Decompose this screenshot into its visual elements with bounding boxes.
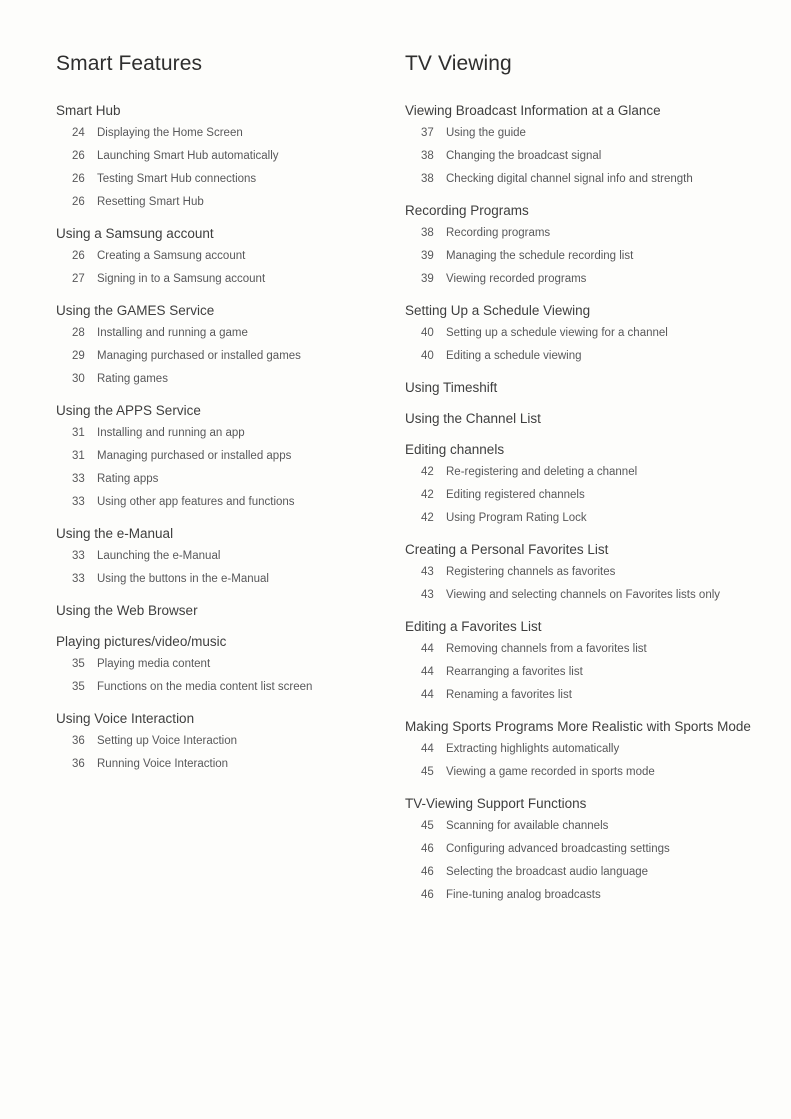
toc-item[interactable] (56, 268, 405, 291)
toc-item-label: Using Program Rating Lock (446, 512, 587, 524)
toc-item-page-number: 30 (72, 373, 85, 385)
toc-item-label: Using the buttons in the e-Manual (97, 573, 269, 585)
toc-section-heading[interactable]: Playing pictures/video/music (56, 634, 227, 649)
toc-section-heading[interactable]: Using the APPS Service (56, 403, 201, 418)
toc-item-page-number: 35 (72, 681, 85, 693)
toc-item-label: Rating apps (97, 473, 159, 485)
toc-item[interactable] (56, 345, 405, 368)
toc-section-heading[interactable]: Using the e-Manual (56, 526, 174, 541)
toc-section-heading[interactable]: Using the GAMES Service (56, 303, 215, 318)
chapter-title-tv-viewing: TV Viewing (405, 52, 512, 75)
toc-item-label: Launching the e-Manual (97, 550, 221, 562)
toc-section-heading[interactable]: Using the Web Browser (56, 603, 198, 618)
toc-item-page-number: 26 (72, 150, 85, 162)
toc-item-label: Viewing recorded programs (446, 273, 587, 285)
toc-section-heading[interactable]: Using the Channel List (405, 411, 541, 426)
toc-item-label: Fine-tuning analog broadcasts (446, 889, 601, 901)
toc-item-page-number: 44 (421, 666, 434, 678)
toc-item-page-number: 28 (72, 327, 85, 339)
toc-item[interactable] (56, 322, 405, 345)
toc-item-page-number: 45 (421, 766, 434, 778)
toc-item-label: Registering channels as favorites (446, 566, 616, 578)
toc-item-label: Changing the broadcast signal (446, 150, 602, 162)
toc-item[interactable] (405, 507, 785, 530)
toc-item-label: Extracting highlights automatically (446, 743, 620, 755)
toc-item-page-number: 42 (421, 466, 434, 478)
toc-item-label: Installing and running an app (97, 427, 245, 439)
toc-item[interactable] (405, 168, 785, 191)
toc-item[interactable] (56, 545, 405, 568)
toc-item-page-number: 33 (72, 496, 85, 508)
toc-section-using-the-games-service (56, 299, 405, 391)
toc-item-label: Using other app features and functions (97, 496, 295, 508)
toc-item-label: Setting up a schedule viewing for a channel (446, 327, 668, 339)
toc-section-using-the-web-browser (56, 599, 405, 622)
toc-item-page-number: 27 (72, 273, 85, 285)
toc-item-page-number: 36 (72, 735, 85, 747)
toc-item-page-number: 38 (421, 227, 434, 239)
toc-item[interactable] (405, 884, 785, 907)
toc-item-label: Rearranging a favorites list (446, 666, 583, 678)
toc-item-page-number: 26 (72, 196, 85, 208)
toc-item-page-number: 24 (72, 127, 85, 139)
toc-item-page-number: 42 (421, 489, 434, 501)
toc-item-label: Displaying the Home Screen (97, 127, 243, 139)
toc-item[interactable] (56, 168, 405, 191)
toc-item-page-number: 36 (72, 758, 85, 770)
toc-item-page-number: 38 (421, 150, 434, 162)
toc-section-heading[interactable]: Viewing Broadcast Information at a Glance (405, 103, 661, 118)
toc-item-label: Managing purchased or installed games (97, 350, 301, 362)
toc-item[interactable] (405, 322, 785, 345)
toc-item-page-number: 40 (421, 327, 434, 339)
toc-section-heading[interactable]: Smart Hub (56, 103, 121, 118)
toc-item-page-number: 39 (421, 273, 434, 285)
toc-item-label: Renaming a favorites list (446, 689, 572, 701)
toc-item-label: Signing in to a Samsung account (97, 273, 266, 285)
toc-column-smart-features (56, 50, 405, 1119)
toc-section-heading[interactable]: Using Timeshift (405, 380, 498, 395)
toc-item-page-number: 39 (421, 250, 434, 262)
toc-section-setting-up-a-schedule-viewing (405, 299, 785, 368)
toc-item[interactable] (56, 491, 405, 514)
toc-item-page-number: 46 (421, 866, 434, 878)
toc-item-page-number: 42 (421, 512, 434, 524)
toc-section-using-voice-interaction (56, 707, 405, 776)
toc-item-page-number: 33 (72, 473, 85, 485)
toc-item[interactable] (56, 730, 405, 753)
toc-item-page-number: 44 (421, 743, 434, 755)
toc-section-heading[interactable]: Editing a Favorites List (405, 619, 542, 634)
toc-item[interactable] (56, 122, 405, 145)
toc-section-making-sports-programs-more-realistic-with-sports-mode (405, 715, 785, 784)
toc-item[interactable] (56, 568, 405, 591)
toc-item[interactable] (405, 461, 785, 484)
toc-item-page-number: 26 (72, 173, 85, 185)
toc-item-page-number: 29 (72, 350, 85, 362)
toc-item[interactable] (56, 653, 405, 676)
toc-item-label: Editing registered channels (446, 489, 585, 501)
toc-section-recording-programs (405, 199, 785, 291)
toc-item-label: Creating a Samsung account (97, 250, 246, 262)
toc-item[interactable] (405, 738, 785, 761)
toc-section-heading[interactable]: Making Sports Programs More Realistic with Sports Mode (405, 719, 751, 734)
toc-item-page-number: 46 (421, 889, 434, 901)
toc-item[interactable] (405, 222, 785, 245)
toc-section-editing-a-favorites-list (405, 615, 785, 707)
toc-section-playing-pictures-video-music (56, 630, 405, 699)
toc-item[interactable] (405, 815, 785, 838)
toc-item-page-number: 31 (72, 450, 85, 462)
toc-item-label: Functions on the media content list screen (97, 681, 313, 693)
toc-item[interactable] (405, 638, 785, 661)
toc-item-label: Viewing a game recorded in sports mode (446, 766, 655, 778)
toc-section-viewing-broadcast-information-at-a-glance (405, 99, 785, 191)
toc-item[interactable] (56, 445, 405, 468)
toc-item-label: Rating games (97, 373, 168, 385)
toc-column-tv-viewing (405, 50, 785, 1119)
toc-item[interactable] (405, 122, 785, 145)
toc-section-creating-a-personal-favorites-list (405, 538, 785, 607)
toc-section-heading[interactable]: Using a Samsung account (56, 226, 214, 241)
toc-item-label: Managing purchased or installed apps (97, 450, 292, 462)
toc-item-label: Removing channels from a favorites list (446, 643, 647, 655)
toc-item[interactable] (56, 422, 405, 445)
toc-section-using-the-channel-list (405, 407, 785, 430)
toc-item-page-number: 35 (72, 658, 85, 670)
toc-item-label: Re-registering and deleting a channel (446, 466, 638, 478)
toc-section-heading[interactable]: Setting Up a Schedule Viewing (405, 303, 591, 318)
chapter-title-smart-features: Smart Features (56, 52, 203, 75)
toc-item-label: Running Voice Interaction (97, 758, 229, 770)
toc-item[interactable] (405, 345, 785, 368)
toc-item-page-number: 44 (421, 643, 434, 655)
toc-section-tv-viewing-support-functions (405, 792, 785, 907)
toc-item-label: Viewing and selecting channels on Favorites lists only (446, 589, 721, 601)
toc-item-page-number: 44 (421, 689, 434, 701)
toc-section-heading[interactable]: Recording Programs (405, 203, 529, 218)
toc-item[interactable] (405, 145, 785, 168)
toc-section-smart-hub (56, 99, 405, 214)
toc-item[interactable] (405, 268, 785, 291)
toc-item-page-number: 45 (421, 820, 434, 832)
toc-item-label: Installing and running a game (97, 327, 248, 339)
toc-item-label: Checking digital channel signal info and strength (446, 173, 693, 185)
toc-item-label: Playing media content (97, 658, 211, 670)
toc-item[interactable] (405, 584, 785, 607)
toc-item[interactable] (56, 753, 405, 776)
toc-item-page-number: 33 (72, 573, 85, 585)
toc-item-page-number: 43 (421, 589, 434, 601)
toc-item-label: Configuring advanced broadcasting settings (446, 843, 670, 855)
toc-item[interactable] (405, 761, 785, 784)
toc-item-label: Testing Smart Hub connections (97, 173, 257, 185)
toc-item-label: Setting up Voice Interaction (97, 735, 238, 747)
toc-item-label: Launching Smart Hub automatically (97, 150, 279, 162)
toc-item[interactable] (56, 191, 405, 214)
toc-item-page-number: 26 (72, 250, 85, 262)
toc-section-using-timeshift (405, 376, 785, 399)
toc-item[interactable] (56, 676, 405, 699)
toc-section-heading[interactable]: Using Voice Interaction (56, 711, 195, 726)
toc-item-page-number: 31 (72, 427, 85, 439)
toc-item[interactable] (405, 861, 785, 884)
toc-item-label: Using the guide (446, 127, 526, 139)
toc-item[interactable] (405, 661, 785, 684)
toc-item-page-number: 37 (421, 127, 434, 139)
toc-item-page-number: 46 (421, 843, 434, 855)
toc-item[interactable] (405, 838, 785, 861)
toc-item[interactable] (405, 245, 785, 268)
toc-section-heading[interactable]: TV-Viewing Support Functions (405, 796, 587, 811)
toc-section-heading[interactable]: Editing channels (405, 442, 505, 457)
toc-item[interactable] (56, 245, 405, 268)
toc-section-editing-channels (405, 438, 785, 530)
toc-item[interactable] (56, 368, 405, 391)
toc-item-label: Selecting the broadcast audio language (446, 866, 649, 878)
toc-item-page-number: 38 (421, 173, 434, 185)
toc-item-label: Scanning for available channels (446, 820, 609, 832)
toc-item-page-number: 33 (72, 550, 85, 562)
toc-item[interactable] (405, 684, 785, 707)
toc-item[interactable] (56, 468, 405, 491)
toc-item-label: Editing a schedule viewing (446, 350, 582, 362)
toc-item-label: Recording programs (446, 227, 551, 239)
toc-item[interactable] (56, 145, 405, 168)
toc-item-page-number: 40 (421, 350, 434, 362)
toc-item-label: Managing the schedule recording list (446, 250, 634, 262)
toc-section-using-the-apps-service (56, 399, 405, 514)
toc-section-using-the-e-manual (56, 522, 405, 591)
toc-item[interactable] (405, 484, 785, 507)
toc-section-using-a-samsung-account (56, 222, 405, 291)
toc-item-page-number: 43 (421, 566, 434, 578)
toc-item-label: Resetting Smart Hub (97, 196, 204, 208)
toc-item[interactable] (405, 561, 785, 584)
toc-section-heading[interactable]: Creating a Personal Favorites List (405, 542, 609, 557)
